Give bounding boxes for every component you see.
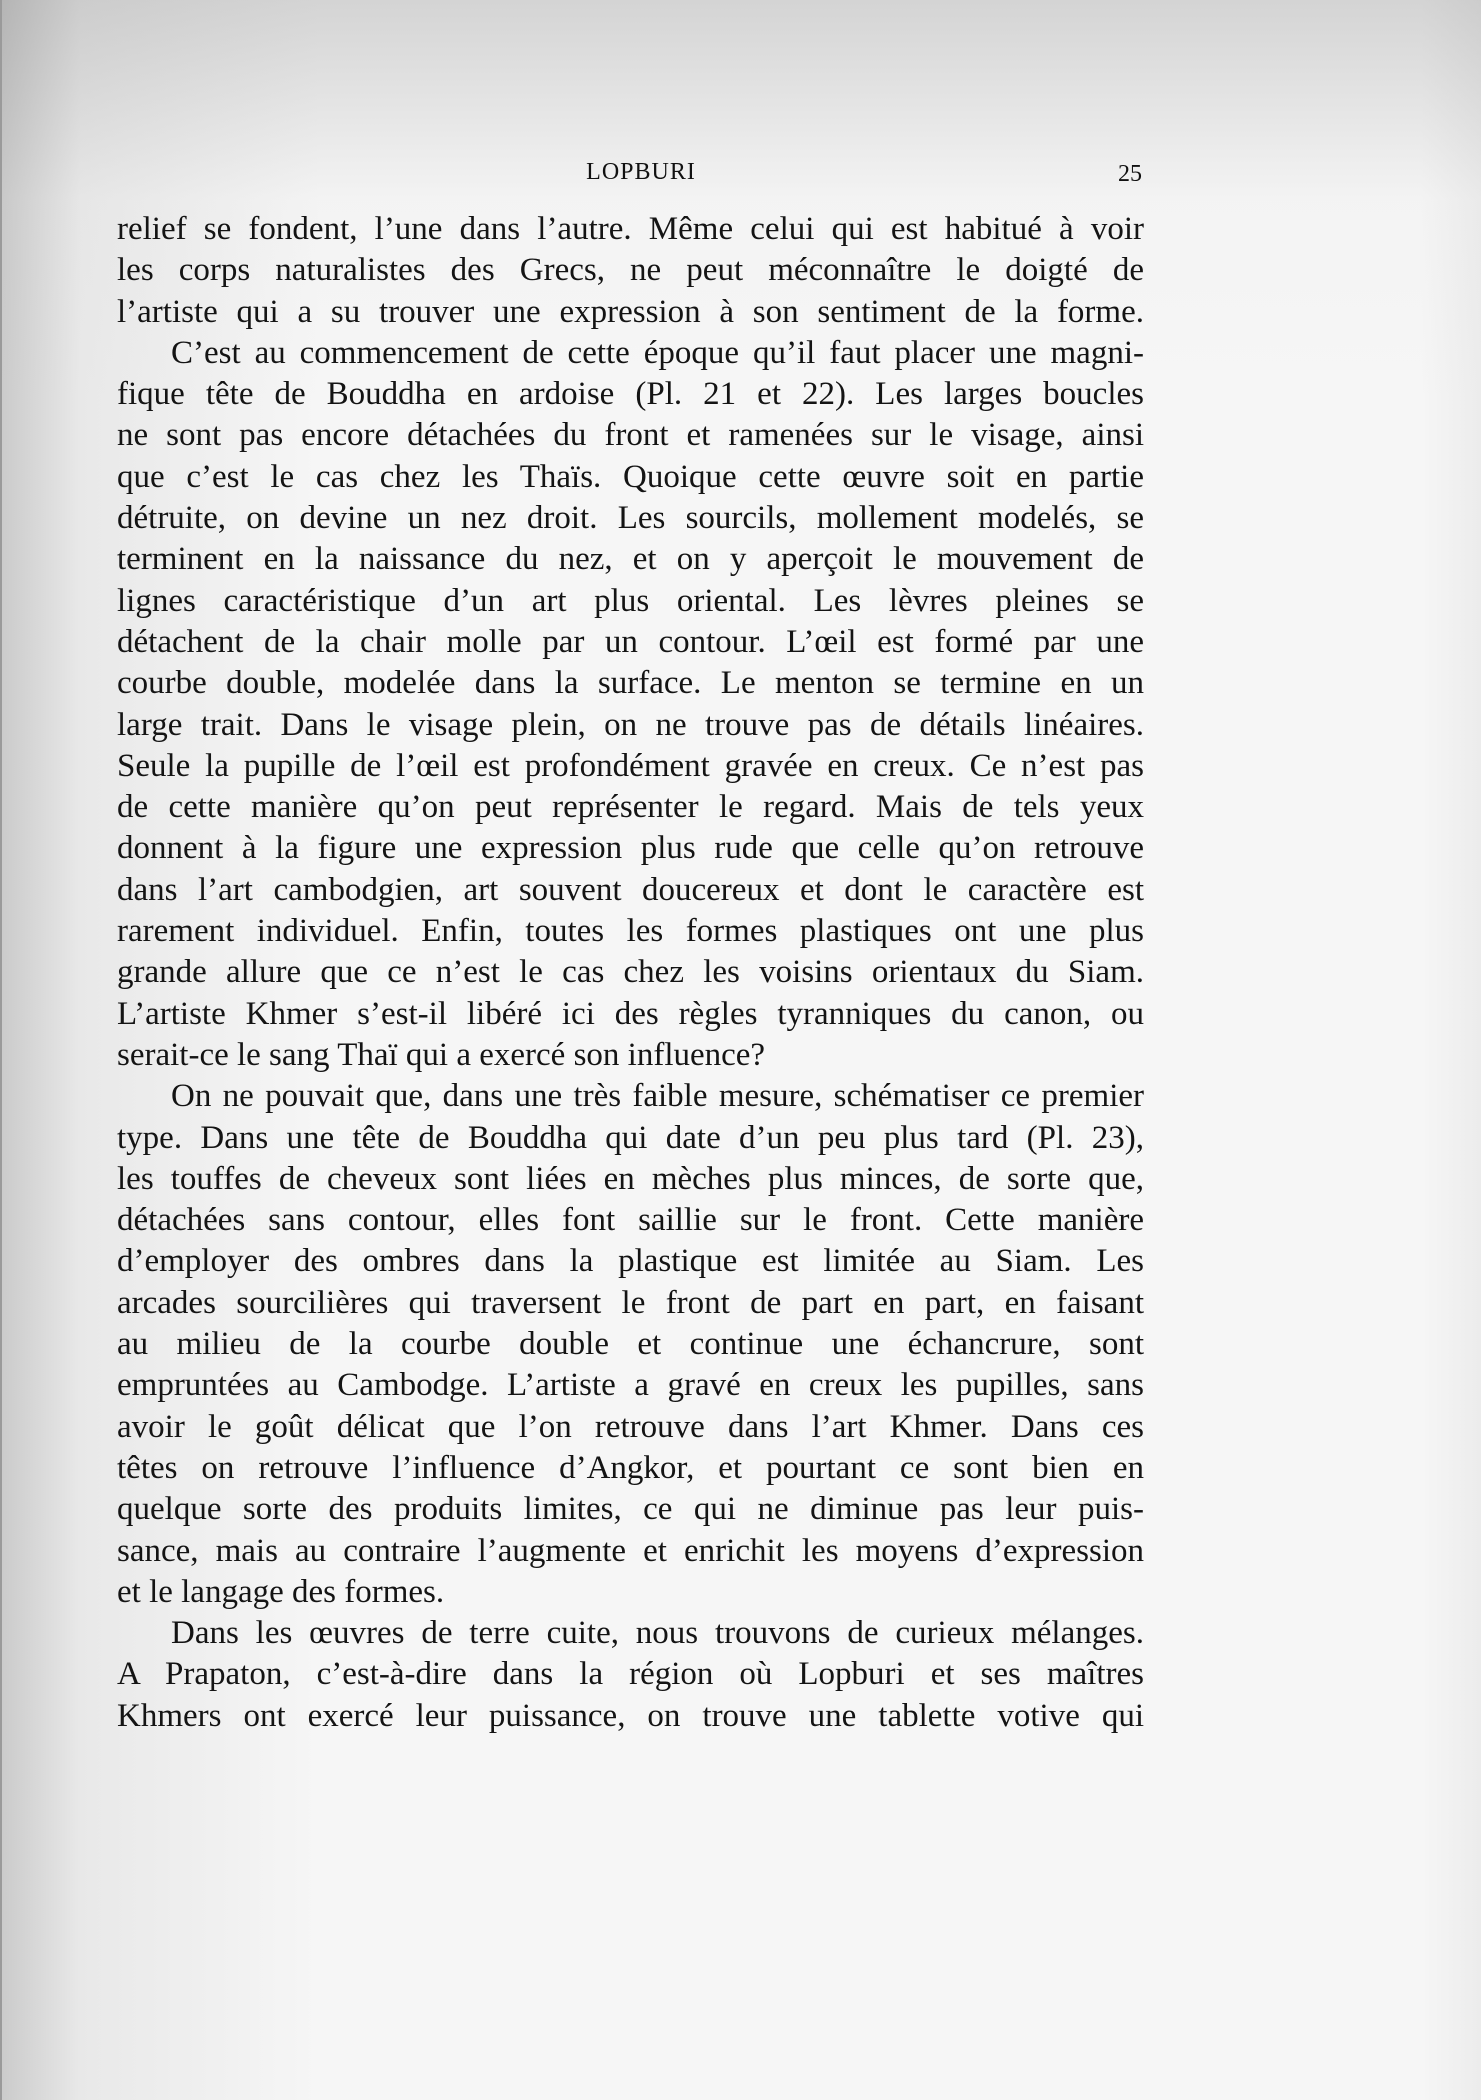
text-line: arcades sourcilières qui traversent le front de part en part, en faisant xyxy=(117,1284,1144,1321)
text-line: Dans les œuvres de terre cuite, nous trouvons de curieux mélanges. xyxy=(171,1615,1144,1652)
text-line: l’artiste qui a su trouver une expression à son sentiment de la forme. xyxy=(117,293,1144,330)
text-line: rarement individuel. Enfin, toutes les formes plastiques ont une plus xyxy=(117,913,1144,950)
text-line: les touffes de cheveux sont liées en mèches plus minces, de sorte que, xyxy=(117,1160,1144,1197)
text-line: dans l’art cambodgien, art souvent doucereux et dont le caractère est xyxy=(117,871,1144,908)
text-line: serait-ce le sang Thaï qui a exercé son influence? xyxy=(117,1036,766,1073)
text-line: avoir le goût délicat que l’on retrouve dans l’art Khmer. Dans ces xyxy=(117,1408,1144,1445)
text-line: relief se fondent, l’une dans l’autre. Même celui qui est habitué à voir xyxy=(117,211,1144,247)
text-line: détachées sans contour, elles font saillie sur le front. Cette manière xyxy=(117,1202,1144,1239)
paragraph xyxy=(117,209,1144,333)
body-text xyxy=(117,209,1144,1737)
text-line: courbe double, modelée dans la surface. Le menton se termine en un xyxy=(117,665,1144,702)
text-line: empruntées au Cambodge. L’artiste a gravé en creux les pupilles, sans xyxy=(117,1367,1144,1404)
text-line: large trait. Dans le visage plein, on ne trouve pas de détails linéaires. xyxy=(117,706,1144,743)
paragraph xyxy=(117,1613,1144,1737)
text-line: quelque sorte des produits limites, ce qui ne diminue pas leur puis- xyxy=(117,1491,1144,1528)
text-line: les corps naturalistes des Grecs, ne peut méconnaître le doigté de xyxy=(117,252,1144,289)
text-line: que c’est le cas chez les Thaïs. Quoique cette œuvre soit en partie xyxy=(117,458,1144,495)
text-line: ne sont pas encore détachées du front et ramenées sur le visage, ainsi xyxy=(117,417,1144,454)
text-line: Khmers ont exercé leur puissance, on trouve une tablette votive qui xyxy=(117,1697,1144,1734)
text-line: L’artiste Khmer s’est-il libéré ici des règles tyranniques du canon, ou xyxy=(117,995,1144,1032)
running-title: LOPBURI xyxy=(586,159,696,185)
text-line: Seule la pupille de l’œil est profondément gravée en creux. Ce n’est pas xyxy=(117,747,1144,784)
text-line: détachent de la chair molle par un contour. L’œil est formé par une xyxy=(117,623,1144,660)
text-line: On ne pouvait que, dans une très faible mesure, schématiser ce premier xyxy=(171,1078,1144,1115)
text-line: donnent à la figure une expression plus rude que celle qu’on retrouve xyxy=(117,830,1144,867)
text-line: de cette manière qu’on peut représenter le regard. Mais de tels yeux xyxy=(117,789,1144,826)
text-line: A Prapaton, c’est-à-dire dans la région où Lopburi et ses maîtres xyxy=(117,1656,1144,1693)
text-line: sance, mais au contraire l’augmente et enrichit les moyens d’expression xyxy=(117,1532,1144,1569)
text-line: d’employer des ombres dans la plastique est limitée au Siam. Les xyxy=(117,1243,1144,1280)
text-line: lignes caractéristique d’un art plus oriental. Les lèvres pleines se xyxy=(117,582,1144,619)
text-line: type. Dans une tête de Bouddha qui date d’un peu plus tard (Pl. 23), xyxy=(117,1119,1144,1156)
text-line: et le langage des formes. xyxy=(117,1573,445,1610)
text-line: terminent en la naissance du nez, et on y aperçoit le mouvement de xyxy=(117,541,1144,578)
text-line: grande allure que ce n’est le cas chez les voisins orientaux du Siam. xyxy=(117,954,1144,991)
page-number: 25 xyxy=(1118,161,1142,187)
text-line: au milieu de la courbe double et continue une échancrure, sont xyxy=(117,1326,1144,1363)
text-line: détruite, on devine un nez droit. Les sourcils, mollement modelés, se xyxy=(117,500,1144,537)
paragraph xyxy=(117,333,1144,1076)
text-line: têtes on retrouve l’influence d’Angkor, et pourtant ce sont bien en xyxy=(117,1449,1144,1486)
paragraph xyxy=(117,1076,1144,1613)
text-line: fique tête de Bouddha en ardoise (Pl. 21 et 22). Les larges boucles xyxy=(117,376,1144,413)
page-binding-edge xyxy=(0,0,2,2100)
text-line: C’est au commencement de cette époque qu’il faut placer une magni- xyxy=(171,334,1144,371)
running-header xyxy=(140,159,1142,195)
